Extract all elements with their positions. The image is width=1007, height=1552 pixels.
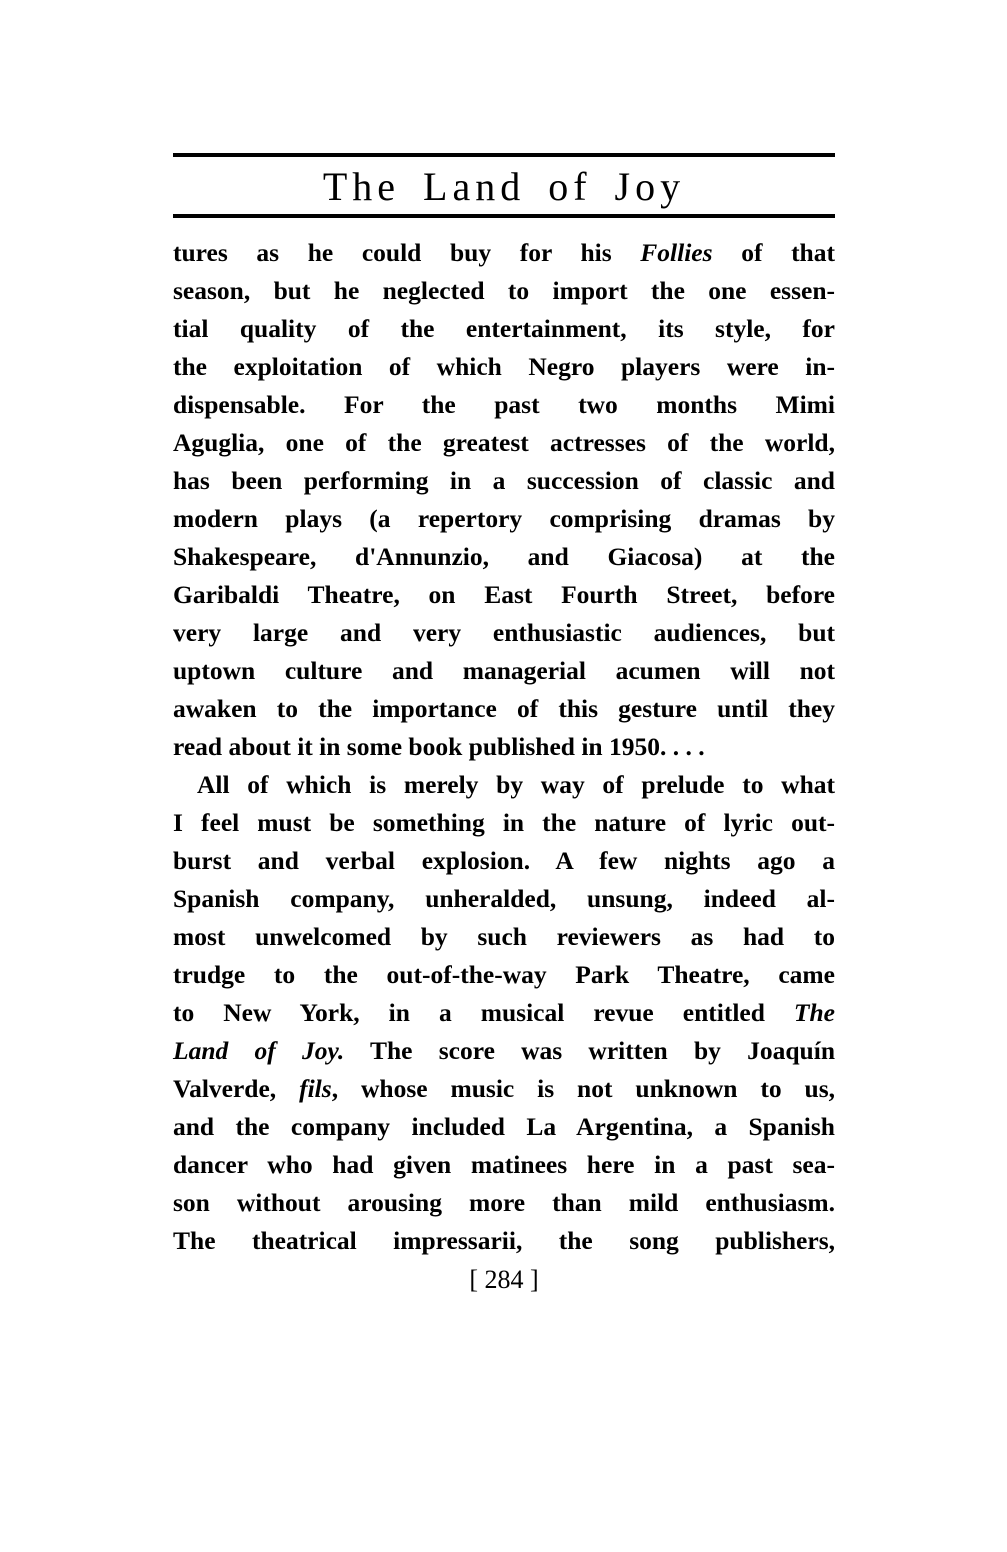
italic-text: fils (299, 1074, 332, 1103)
page-number: [ 284 ] (469, 1265, 539, 1294)
text-segment: , whose music is not unknown to us, (331, 1074, 836, 1103)
text-line (173, 424, 835, 462)
text-segment: read about it in some book published in 1950. . . . (173, 732, 705, 761)
text-segment: dancer who had given matinees here in a past sea- (173, 1150, 835, 1179)
text-line (173, 994, 835, 1032)
text-line (173, 500, 835, 538)
text-line (173, 766, 835, 804)
text-segment: Valverde, (173, 1074, 300, 1103)
text-segment: awaken to the importance of this gesture until they (173, 694, 835, 723)
text-line (173, 918, 835, 956)
text-line (173, 462, 835, 500)
text-line (173, 1108, 835, 1146)
header-rule-bottom (173, 214, 835, 218)
text-line (173, 652, 835, 690)
text-segment: The score was written by Joaquín (344, 1036, 836, 1065)
text-segment: son without arousing more than mild enthusiasm. (173, 1188, 835, 1217)
text-line (173, 310, 835, 348)
text-segment: I feel must be something in the nature of lyric out- (173, 808, 835, 837)
text-segment: Aguglia, one of the greatest actresses of the world, (173, 428, 835, 457)
text-line (173, 880, 835, 918)
text-segment: trudge to the out-of-the-way Park Theatre, came (173, 960, 835, 989)
text-segment: and the company included La Argentina, a Spanish (173, 1112, 835, 1141)
text-segment: tial quality of the entertainment, its style, for (173, 314, 835, 343)
text-segment: uptown culture and managerial acumen will not (173, 656, 835, 685)
text-segment: Spanish company, unheralded, unsung, indeed al- (173, 884, 835, 913)
italic-text: Land of Joy. (173, 1036, 345, 1065)
text-segment: burst and verbal explosion. A few nights ago a (173, 846, 835, 875)
text-segment: dispensable. For the past two months Mimi (173, 390, 835, 419)
text-line (173, 614, 835, 652)
text-segment: The theatrical impressarii, the song publishers, (173, 1226, 835, 1255)
text-segment: to New York, in a musical revue entitled (173, 998, 794, 1027)
text-segment: very large and very enthusiastic audiences, but (173, 618, 835, 647)
text-line (173, 956, 835, 994)
text-line (173, 576, 835, 614)
body-text (173, 234, 835, 1260)
text-line (173, 1184, 835, 1222)
running-head-title: The Land of Joy (322, 164, 686, 209)
text-segment: has been performing in a succession of classic and (173, 466, 835, 495)
text-line (173, 386, 835, 424)
text-segment: of that (712, 238, 835, 267)
text-line (173, 804, 835, 842)
text-line (173, 690, 835, 728)
text-line (173, 234, 835, 272)
text-segment: Garibaldi Theatre, on East Fourth Street, before (173, 580, 835, 609)
text-line (173, 348, 835, 386)
text-segment: tures as he could buy for his (173, 238, 641, 267)
text-line (173, 538, 835, 576)
text-segment: most unwelcomed by such reviewers as had to (173, 922, 835, 951)
text-line (173, 1222, 835, 1260)
italic-text: Follies (640, 238, 713, 267)
text-segment: the exploitation of which Negro players were in- (173, 352, 835, 381)
text-line (173, 728, 835, 766)
text-segment: modern plays (a repertory comprising dramas by (173, 504, 835, 533)
text-line (173, 842, 835, 880)
text-line (173, 1070, 835, 1108)
header-rule-top (173, 153, 835, 157)
text-segment: season, but he neglected to import the one essen- (173, 276, 835, 305)
italic-text: The (793, 998, 835, 1027)
text-line (173, 272, 835, 310)
text-segment: Shakespeare, d'Annunzio, and Giacosa) at the (173, 542, 835, 571)
text-line (173, 1032, 835, 1070)
text-segment: All of which is merely by way of prelude to what (197, 770, 835, 799)
text-line (173, 1146, 835, 1184)
